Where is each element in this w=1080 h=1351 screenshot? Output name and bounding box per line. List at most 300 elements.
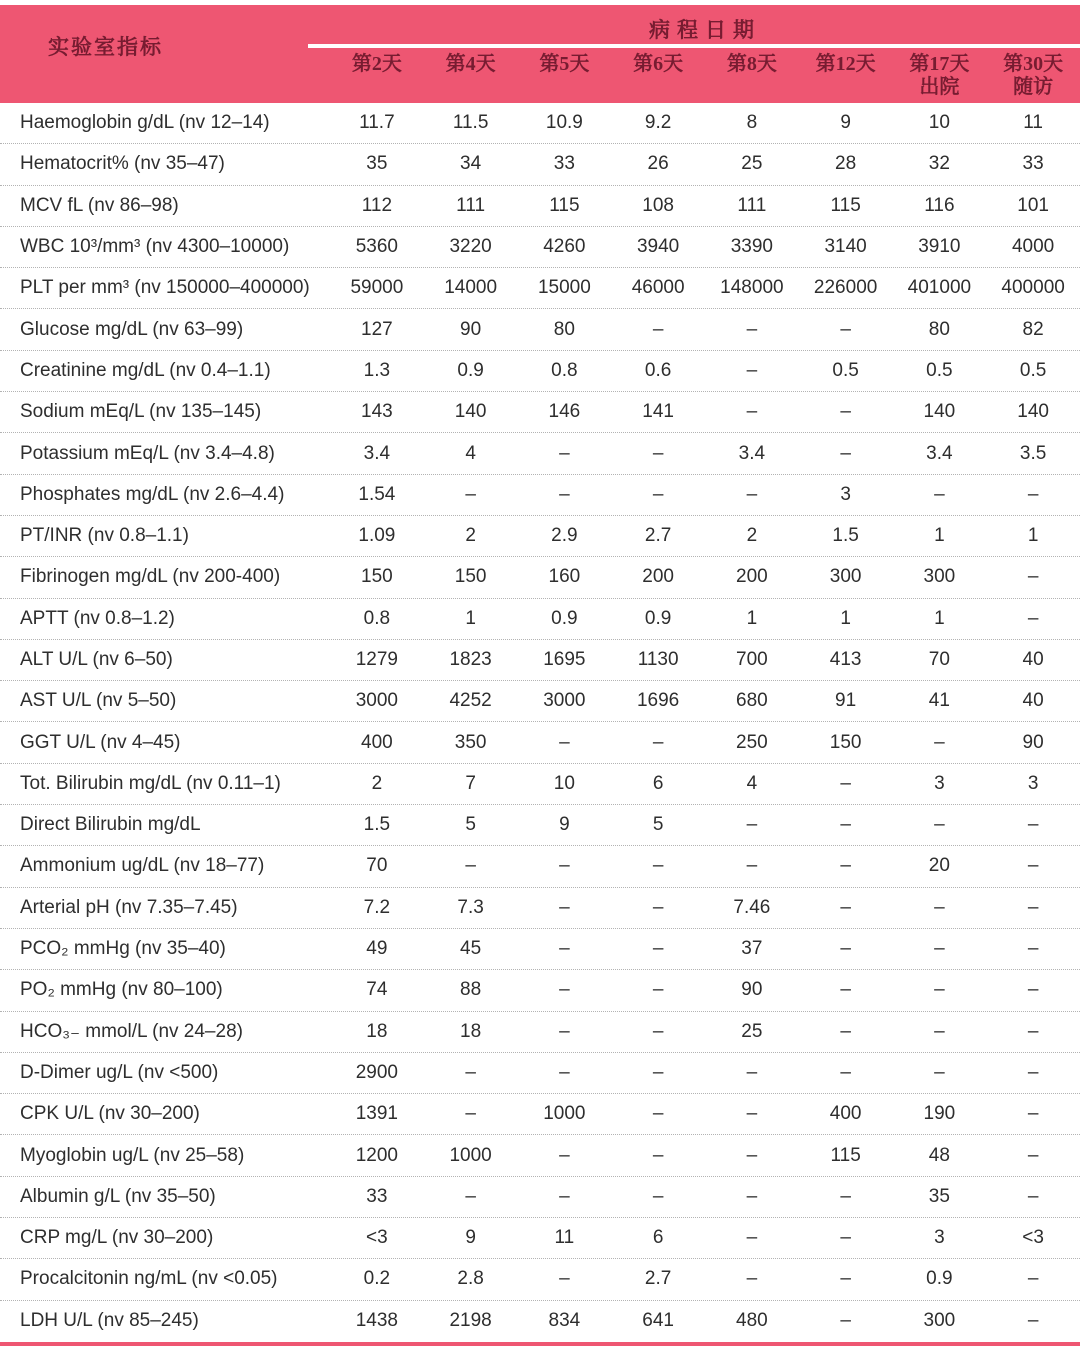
table-cell: 111 [456,194,486,216]
table-cell: 10.9 [545,112,583,134]
table-row [0,888,1080,929]
column-header: 第6天 [633,53,684,75]
table-cell: – [652,731,664,753]
table-cell: 1000 [449,1144,492,1166]
table-cell: 641 [642,1310,674,1332]
table-cell: 2.7 [644,1268,672,1290]
table-cell: 200 [642,566,674,588]
table-row [0,309,1080,350]
table-cell: 46000 [631,277,685,299]
table-row [0,929,1080,970]
table-cell: – [746,1227,758,1249]
table-cell: 10 [553,772,575,794]
table-cell: 70 [928,649,950,670]
column-header: 第12天 [815,53,876,75]
table-cell: <3 [1022,1227,1044,1249]
table-cell: 3.4 [926,442,953,464]
table-cell: 3140 [824,236,867,258]
table-row [0,1053,1080,1094]
table-row [0,764,1080,805]
row-label: Glucose mg/dL (nv 63–99) [20,318,244,340]
row-label: Potassium mEq/L (nv 3.4–4.8) [20,442,275,464]
table-cell: – [1027,814,1039,836]
table-cell: 91 [835,690,857,712]
table-cell: – [465,483,476,505]
table-cell: 148000 [720,277,784,299]
table-cell: – [1027,979,1039,1001]
table-row [0,970,1080,1011]
table-cell: 1438 [355,1310,399,1332]
table-cell: 101 [1017,194,1049,216]
table-row [0,805,1080,846]
table-cell: 300 [923,1310,956,1332]
table-row [0,1218,1080,1259]
table-cell: – [1027,896,1039,918]
table-cell: – [840,401,851,423]
table-cell: 4260 [543,236,586,258]
column-headers-row [330,53,1080,99]
table-cell: 33 [553,153,575,175]
table-header-band [0,5,1080,103]
table-cell: – [840,1020,851,1042]
table-cell: 59000 [350,277,404,299]
table-cell: – [559,1020,570,1042]
table-cell: – [840,318,851,340]
row-label: PLT per mm³ (nv 150000–400000) [20,277,310,299]
table-cell: 4000 [1011,236,1055,258]
table-cell: 0.5 [926,359,953,381]
table-cell: 7.46 [733,896,771,918]
row-label: Myoglobin ug/L (nv 25–58) [20,1144,245,1166]
table-cell: 400000 [1001,277,1065,299]
table-cell: 82 [1022,318,1044,340]
table-cell: – [652,1061,664,1083]
table-cell: – [934,938,945,960]
table-cell: – [1027,1061,1039,1083]
table-cell: – [840,1268,851,1290]
table-cell: 28 [835,153,857,175]
table-cell: – [840,855,851,877]
row-label: Ammonium ug/dL (nv 18–77) [20,855,265,877]
dates-header-area [330,5,1080,103]
table-cell: 143 [361,401,393,423]
table-cell: – [746,1144,758,1166]
table-cell: – [840,979,851,1001]
table-cell: 350 [454,731,487,753]
table-cell: 160 [548,566,581,588]
table-cell: – [1027,607,1039,629]
table-cell: 26 [647,153,669,175]
row-label: PT/INR (nv 0.8–1.1) [20,525,189,547]
table-cell: 15000 [537,277,591,299]
table-cell: 0.8 [363,607,391,629]
table-cell: 2.7 [644,525,672,547]
table-cell: – [934,1061,945,1083]
table-cell: 3 [1027,772,1039,794]
table-cell: 2.9 [551,525,578,547]
table-cell: – [652,1103,664,1125]
table-cell: – [1027,855,1039,877]
row-label: D-Dimer ug/L (nv <500) [20,1061,219,1083]
table-cell: 90 [741,979,763,1001]
table-cell: 1 [934,607,945,629]
table-cell: 3.4 [363,442,391,464]
table-cell: 90 [1022,731,1044,753]
row-label: CRP mg/L (nv 30–200) [20,1227,214,1249]
table-cell: 9.2 [644,112,672,134]
table-cell: – [840,814,851,836]
table-cell: 0.8 [551,359,578,381]
row-label: Arterial pH (nv 7.35–7.45) [20,896,238,918]
table-row [0,681,1080,722]
header-divider-line [308,44,1080,48]
table-cell: 7.2 [363,896,391,918]
table-row [0,268,1080,309]
table-cell: 3000 [543,690,586,712]
row-label: HCO₃₋ mmol/L (nv 24–28) [20,1021,243,1043]
table-row [0,392,1080,433]
table-cell: – [746,855,758,877]
table-cell: 1279 [355,649,399,670]
table-cell: – [1027,1144,1039,1166]
table-row [0,1177,1080,1218]
table-cell: 9 [559,814,570,836]
row-label: LDH U/L (nv 85–245) [20,1310,199,1332]
table-cell: 2.8 [457,1268,484,1290]
table-cell: – [746,1185,758,1207]
table-cell: – [559,1061,570,1083]
table-cell: 1.09 [358,525,396,547]
table-cell: 33 [1022,153,1044,175]
table-cell: 127 [361,318,393,340]
table-cell: 1.3 [363,359,391,381]
table-cell: – [652,318,664,340]
table-cell: – [1027,566,1039,588]
table-cell: – [559,896,570,918]
table-row [0,1012,1080,1053]
table-cell: – [840,1227,851,1249]
row-label: Haemoglobin g/dL (nv 12–14) [20,112,270,134]
table-cell: 48 [928,1144,950,1166]
table-row [0,351,1080,392]
table-cell: 3.5 [1019,442,1047,464]
table-cell: – [1027,483,1039,505]
table-cell: 112 [361,194,393,216]
table-cell: 0.5 [832,359,859,381]
row-label: Albumin g/L (nv 35–50) [20,1185,216,1207]
table-cell: 1 [1027,525,1039,547]
table-cell: 6 [652,1227,664,1249]
table-cell: 300 [923,566,956,588]
table-cell: – [465,1103,476,1125]
table-cell: – [465,1185,476,1207]
table-cell: 413 [829,649,862,670]
table-cell: – [840,1061,851,1083]
table-cell: 1130 [637,649,679,670]
table-cell: 3 [840,483,851,505]
table-row [0,557,1080,598]
table-cell: 141 [642,401,674,423]
table-row [0,516,1080,557]
table-cell: 4 [465,442,476,464]
row-label: Hematocrit% (nv 35–47) [20,153,225,175]
table-cell: – [559,731,570,753]
table-cell: 115 [830,194,861,216]
table-cell: – [652,442,664,464]
table-cell: – [746,1103,758,1125]
table-cell: 1000 [543,1103,586,1125]
table-cell: 1.54 [358,483,396,505]
table-cell: 11.5 [452,112,489,134]
table-cell: 80 [928,318,950,340]
table-cell: – [559,1185,570,1207]
table-cell: – [746,814,758,836]
table-body [0,103,1080,1342]
table-cell: – [465,855,476,877]
table-cell: 146 [548,401,581,423]
row-label: Phosphates mg/dL (nv 2.6–4.4) [20,483,285,505]
table-cell: 1 [934,525,945,547]
table-cell: – [1027,1103,1039,1125]
table-cell: – [840,896,851,918]
table-cell: 834 [548,1310,581,1332]
row-label: ALT U/L (nv 6–50) [20,649,173,670]
column-header: 第30天 随访 [1003,53,1064,98]
table-cell: 41 [928,690,950,712]
table-cell: – [1027,1020,1039,1042]
table-cell: – [746,1268,758,1290]
row-label: Procalcitonin ng/mL (nv <0.05) [20,1268,278,1290]
table-cell: – [934,731,945,753]
table-cell: 49 [366,938,388,960]
bottom-rule [0,1342,1080,1346]
table-row [0,186,1080,227]
table-cell: – [1027,938,1039,960]
row-label: Direct Bilirubin mg/dL [20,814,201,836]
table-row [0,1259,1080,1300]
table-cell: 1200 [355,1144,399,1166]
table-cell: 400 [829,1103,862,1125]
table-cell: – [652,1185,664,1207]
table-cell: 700 [736,649,768,670]
table-cell: – [652,1020,664,1042]
group-header-title: 病程日期 [649,18,761,42]
table-cell: 10 [928,112,950,134]
table-cell: 0.9 [926,1268,953,1290]
table-cell: – [934,1020,945,1042]
table-cell: – [840,772,851,794]
table-cell: 2 [371,772,383,794]
table-cell: – [652,1144,664,1166]
table-cell: 7.3 [457,896,484,918]
table-cell: 250 [736,731,768,753]
table-cell: – [652,938,664,960]
table-cell: – [840,1185,851,1207]
table-cell: 3000 [355,690,399,712]
table-cell: 33 [366,1185,388,1207]
table-cell: 1696 [636,690,680,712]
table-cell: 35 [928,1185,950,1207]
table-cell: – [652,979,664,1001]
table-row [0,103,1080,144]
table-cell: 401000 [907,277,972,299]
table-cell: 0.9 [457,359,484,381]
row-label: Creatinine mg/dL (nv 0.4–1.1) [20,359,271,381]
table-cell: 70 [366,855,388,877]
table-cell: 1.5 [363,814,391,836]
table-row [0,475,1080,516]
table-cell: 0.6 [644,359,672,381]
table-row [0,433,1080,474]
table-cell: 140 [1017,401,1049,423]
table-row [0,640,1080,681]
table-row [0,722,1080,763]
table-cell: 0.9 [644,607,672,629]
corner-label: 实验室指标 [48,35,163,59]
table-cell: 115 [549,194,580,216]
table-cell: 3 [934,1227,945,1249]
table-cell: 1 [840,607,851,629]
table-row [0,1301,1080,1342]
table-cell: 0.2 [363,1268,391,1290]
table-cell: – [1027,1268,1039,1290]
table-row [0,1094,1080,1135]
table-cell: – [746,318,758,340]
table-cell: – [840,1310,851,1332]
table-cell: 9 [465,1227,476,1249]
table-cell: 3390 [730,236,774,258]
table-cell: 5 [465,814,476,836]
table-cell: 88 [460,979,482,1001]
table-cell: 18 [366,1020,388,1042]
row-label: PCO₂ mmHg (nv 35–40) [20,938,226,960]
table-row [0,599,1080,640]
table-cell: – [559,483,570,505]
table-cell: <3 [366,1227,388,1249]
table-cell: – [1027,1310,1039,1332]
table-cell: 14000 [444,277,498,299]
table-cell: 6 [652,772,664,794]
column-header: 第17天 出院 [909,53,970,98]
table-cell: 4252 [449,690,492,712]
table-cell: 680 [736,690,768,712]
table-cell: 80 [553,318,575,340]
table-cell: 45 [460,938,482,960]
table-cell: – [746,1061,758,1083]
table-cell: – [559,442,570,464]
table-cell: 116 [924,194,955,216]
row-label: WBC 10³/mm³ (nv 4300–10000) [20,236,290,258]
table-cell: – [559,1268,570,1290]
table-cell: 140 [923,401,956,423]
table-cell: 1823 [449,649,492,670]
table-cell: 18 [460,1020,482,1042]
table-cell: 140 [454,401,487,423]
table-cell: 2 [746,525,758,547]
column-header: 第8天 [726,53,777,75]
table-cell: 74 [366,979,388,1001]
table-cell: 300 [829,566,862,588]
table-cell: 7 [465,772,476,794]
table-cell: 3940 [636,236,680,258]
table-cell: – [465,1061,476,1083]
table-cell: 37 [741,938,763,960]
table-cell: – [746,483,758,505]
table-cell: 1391 [355,1103,399,1125]
table-cell: 3.4 [738,442,766,464]
row-label: Sodium mEq/L (nv 135–145) [20,401,262,423]
table-cell: 480 [736,1310,768,1332]
table-cell: 5360 [355,236,399,258]
table-cell: – [934,896,945,918]
table-cell: 3 [934,772,945,794]
table-cell: – [559,1144,570,1166]
row-label: GGT U/L (nv 4–45) [20,731,181,753]
table-cell: 2900 [355,1061,399,1083]
row-label: PO₂ mmHg (nv 80–100) [20,979,223,1001]
table-cell: 0.5 [1019,359,1047,381]
table-row [0,144,1080,185]
table-cell: – [559,855,570,877]
table-cell: 3220 [449,236,492,258]
table-cell: 40 [1022,690,1044,712]
table-cell: 1695 [543,649,586,670]
column-header: 第5天 [539,53,590,75]
table-cell: 1 [465,607,476,629]
row-label: CPK U/L (nv 30–200) [20,1103,200,1125]
table-cell: – [652,855,664,877]
table-cell: – [1027,1185,1039,1207]
table-cell: 115 [830,1144,861,1166]
table-cell: 150 [454,566,487,588]
column-header: 第4天 [445,53,496,75]
table-cell: 400 [361,731,393,753]
table-cell: – [934,483,945,505]
table-cell: – [559,938,570,960]
table-row [0,227,1080,268]
table-cell: 90 [460,318,482,340]
table-row [0,1135,1080,1176]
table-cell: 11.7 [359,112,395,134]
table-cell: – [934,814,945,836]
table-cell: – [746,401,758,423]
table-cell: 150 [829,731,862,753]
table-cell: 34 [460,153,482,175]
table-cell: 9 [840,112,851,134]
table-cell: 20 [928,855,950,877]
table-cell: – [934,979,945,1001]
table-cell: 111 [737,194,767,216]
table-cell: 8 [746,112,758,134]
table-row [0,846,1080,887]
table-cell: – [652,896,664,918]
table-cell: 108 [642,194,674,216]
row-label: Tot. Bilirubin mg/dL (nv 0.11–1) [20,772,281,794]
table-cell: 32 [928,153,950,175]
table-cell: 150 [361,566,393,588]
table-cell: – [559,979,570,1001]
row-label: AST U/L (nv 5–50) [20,690,177,712]
table-cell: 11 [554,1227,575,1249]
table-cell: 1 [746,607,758,629]
table-cell: 40 [1022,649,1044,670]
table-cell: 2198 [449,1310,492,1332]
table-cell: 200 [736,566,768,588]
table-cell: – [746,359,758,381]
table-cell: 11 [1023,112,1043,134]
row-label: Fibrinogen mg/dL (nv 200-400) [20,566,281,588]
table-cell: 0.9 [551,607,578,629]
